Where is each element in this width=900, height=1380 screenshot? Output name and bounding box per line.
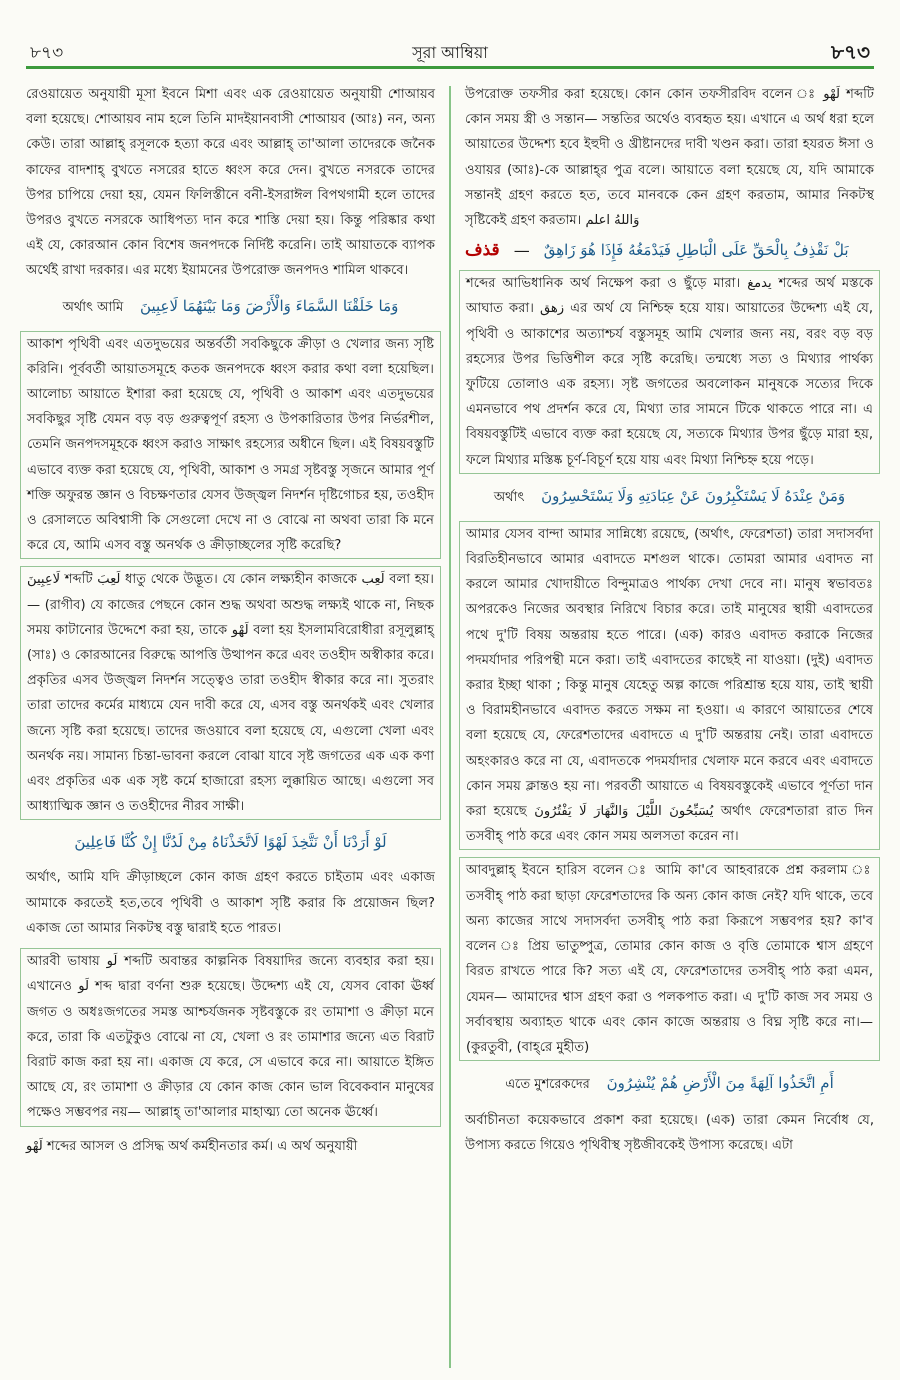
header-rule	[26, 66, 874, 69]
paragraph: আবদুল্লাহ্‌ ইবনে হারিস বলেন ঃ আমি কা'বে আহবারকে প্রশ্ন করলাম ঃ তসবীহ্‌ পাঠ করা ছাড়া ফেরেশতাদের কি অন্য কোন কাজ নেই? যদি থাকে, তবে অন্য কাজের সাথে সদাসর্বদা তসবীহ্‌ পাঠ করা কিরূপে সম্ভবপর হয়? কা'ব বলেন ঃ প্রিয় ভাতুষ্পুত্র, তোমার কোন কাজ ও বৃত্তি তোমাকে শ্বাস গ্রহণে বিরত রাখতে পারে কি? সত্য এই যে, ফেরেশতাদের তসবীহ্‌ পাঠ করা এমন, যেমন— আমাদের শ্বাস গ্রহণ করা ও পলকপাত করা। এ দু'টি কাজ সব সময় ও সর্বাবস্থায় অব্যাহত থাকে এবং কোন কাজে অন্তরায় ও বিঘ্ন সৃষ্টি করে না।—(কুরতুবী, (বাহ্‌রে মুহীত)	[459, 857, 880, 1061]
paragraph: রেওয়ায়েত অনুযায়ী মূসা ইবনে মিশা এবং এক রেওয়ায়েত অনুযায়ী শোআয়ব বলা হয়েছে। শোআয়ব নাম হলে তিনি মাদইয়ানবাসী শোআয়ব (আঃ) নন, অন্য কেউ। তারা আল্লাহ্‌ রসূলকে হত্যা করে এবং আল্লাহ্‌ তা'আলা তাদেরকে জনৈক কাফের বাদশাহ্‌ বুখতে নসরের হাতে ধ্বংস করে দেন। বুখতে নসরকে তাদের উপর চাপিয়ে দেয়া হয়, যেমন ফিলিস্তীনে বনী-ইসরাঈল বিপথগামী হলে তাদের উপরও বুখতে নসরকে আধিপত্য দান করে শাস্তি দেয়া হয়। কিন্তু পরিষ্কার কথা এই যে, কোরআন কোন বিশেষ জনপদকে নির্দিষ্ট করেনি। তাই আয়াতকে ব্যাপক অর্থেই রাখা দরকার। এর মধ্যে ইয়ামনের উপরোক্ত জনপদও শামিল থাকবে।	[26, 87, 435, 279]
verse-note: অর্থাৎ	[493, 489, 525, 505]
arabic-verse-text: وَمَا خَلَقْنَا السَّمَاءَ وَالْأَرْضَ وَمَا بَيْنَهُمَا لَاعِبِينَ	[140, 296, 399, 315]
paragraph: শব্দের আভিধানিক অর্থ নিক্ষেপ করা ও ছুঁড়ে মারা। يدمغ শব্দের অর্থ মস্তকে আঘাত করা। زهق এর অর্থ যে নিশ্চিহ্ন হয়ে যায়। আয়াতের উদ্দেশ্য এই যে, পৃথিবী ও আকাশের অত্যাশ্চর্য বস্তুসমূহ আমি খেলার জন্য নয়, বরং বড় বড় রহস্যের উপর ভিত্তিশীল করে সৃষ্টি করেছি। তন্মধ্যে সত্য ও মিথ্যার পার্থক্য ফুটিয়ে তোলাও এক রহস্য। সৃষ্ট জগতের অবলোকন মানুষকে সত্যের দিকে এমনভাবে পথ প্রদর্শন করে যে, মিথ্যা তার সামনে টিকে থাকতে পারে না। এ বিষয়বস্তুটিই এভাবে ব্যক্ত করা হয়েছে যে, সত্যকে মিথ্যার উপর ছুঁড়ে মারা হয়, ফলে মিথ্যার মস্তিষ্ক চূর্ণ-বিচূর্ণ হয়ে যায় এবং মিথ্যা নিশ্চিহ্ন হয়ে পড়ে।	[459, 270, 880, 474]
page-number-left: ৮৭৩	[30, 43, 64, 63]
page-header	[0, 0, 900, 78]
paragraph: আরবী ভাষায় لَو শব্দটি অবান্তর কাল্পনিক বিষয়াদির জন্যে ব্যবহার করা হয়। এখানেও لَو শব্দ দ্বারা বর্ণনা শুরু হয়েছে। উদ্দেশ্য এই যে, যেসব বোকা ঊর্ধ্ব জগত ও অধঃজগতের সমস্ত আশ্চর্যজনক সৃষ্টবস্তুকে রং তামাশা ও ক্রীড়া মনে করে, তারা কি এতটুকুও বোঝে না যে, খেলা ও রং তামাশার জন্যে এত বিরাট বিরাট কাজ করা হয় না। একাজ যে করে, সে এভাবে করে না। আয়াতে ইঙ্গিত আছে যে, রং তামাশা ও ক্রীড়ার যে কোন কাজ কোন ভাল বিবেকবান মানুষের পক্ষেও সম্ভবপর নয়— আল্লাহ্‌ তা'আলার মাহাত্ম্য তো অনেক ঊর্ধ্বে।	[20, 948, 441, 1126]
page-body	[20, 82, 880, 1372]
verse-note: এতে মুশরেকদের	[505, 1077, 590, 1093]
paragraph: আমার যেসব বান্দা আমার সান্নিধ্যে রয়েছে, (অর্থাৎ, ফেরেশতা) তারা সদাসর্বদা বিরতিহীনভাবে আমার এবাদতে মশগুল থাকে। তোমরা আমার এবাদত না করলে আমার খোদায়ীতে বিন্দুমাত্রও পার্থক্য দেখা দেবে না। মানুষ স্বভাবতঃ অপরকেও নিজের অবস্থার নিরিখে বিচার করে। তাই মানুষের স্থায়ী এবাদতের পথে দু'টি বিষয় অন্তরায় হতে পারে। (এক) কারও এবাদত করাকে নিজের পদমর্যাদার পরিপন্থী মনে করা। তাই এবাদতের কাছেই না যাওয়া। (দুই) এবাদত করার ইচ্ছা থাকা ; কিন্তু মানুষ যেহেতু অল্প কাজে পরিশ্রান্ত হয়ে যায়, তাই স্থায়ী ও বিরামহীনভাবে এবাদত করতে সক্ষম না হওয়া। এ কারণে আয়াতের শেষে বলা হয়েছে যে, ফেরেশতাদের এবাদতে এ দু'টি অন্তরায় নেই। তারা এবাদতে অহংকারও করে না যে, এবাদতকে পদমর্যাদার খেলাফ মনে করবে এবং এবাদতে কোন সময় ক্লান্তও হয় না। পরবর্তী আয়াতে এ বিষয়বস্তুকেই এভাবে পূর্ণতা দান করা হয়েছে يُسَبِّحُونَ اللَّيْلَ وَالنَّهَارَ لَا يَفْتُرُونَ অর্থাৎ ফেরেশতারা রাত দিন তসবীহ্‌ পাঠ করে এবং কোন সময় অলসতা করেন না।	[459, 521, 880, 851]
arabic-verse	[20, 827, 441, 857]
arabic-verse-text: وَمَنْ عِنْدَهُ لَا يَسْتَكْبِرُونَ عَنْ عِبَادَتِهِ وَلَا يَسْتَحْسِرُونَ	[541, 486, 846, 505]
paragraph: উপরোক্ত তফসীর করা হয়েছে। কোন কোন তফসীরবিদ বলেন ঃ لَهْو শব্দটি কোন সময় স্ত্রী ও সন্তান— সন্ততির অর্থেও ব্যবহৃত হয়। এখানে এ অর্থ ধরা হলে আয়াতের উদ্দেশ্য হবে ইহুদী ও খ্রীষ্টানদের দাবী খণ্ডন করা। তারা হযরত ঈসা ও ওযায়র (আঃ)-কে আল্লাহ্‌র পুত্র বলে। আয়াতে বলা হয়েছে যে, যদি আমাকে সন্তানই গ্রহণ করতে হত, তবে মানবকে কেন গ্রহণ করতাম, আমার নিকটস্থ সৃষ্টিকেই গ্রহণ করতাম। وَاللهُ اعلم	[465, 87, 875, 229]
heading-word: قذف	[465, 240, 500, 261]
paragraph: আকাশ পৃথিবী এবং এতদুভয়ের অন্তর্বর্তী সবকিছুকে ক্রীড়া ও খেলার জন্য সৃষ্টি করিনি। পূর্ববর্তী আয়াতসমূহে কতক জনপদকে ধ্বংস করার কথা বলা হয়েছিল। আলোচ্য আয়াতে ইশারা করা হয়েছে যে, পৃথিবী ও আকাশ এবং এতদুভয়ের সবকিছুর সৃষ্টি যেমন বড় বড় গুরুত্বপূর্ণ রহস্য ও উপকারিতার উপর নির্ভরশীল, তেমনি জনপদসমূহকে ধ্বংস করাও সাক্ষাৎ রহস্যের অধীনে ছিল। এই বিষয়বস্তুটি এভাবে ব্যক্ত করা হয়েছে যে, পৃথিবী, আকাশ ও সমগ্র সৃষ্টবস্তু সৃজনে আমার পূর্ণ শক্তি অফুরন্ত জ্ঞান ও বিচক্ষণতার যেসব উজ্জ্বল নিদর্শন দৃষ্টিগোচর হয়, তওহীদ ও রেসালতে অবিশ্বাসী কি সেগুলো দেখে না ও বোঝে না অথবা তারা কি মনে করে যে, আমি এসব বস্তু অনর্থক ও ক্রীড়াচ্ছলের সৃষ্টি করেছি?	[20, 331, 441, 560]
right-column	[459, 82, 880, 1372]
arabic-verse	[459, 481, 880, 513]
paragraph: لَهْو শব্দের আসল ও প্রসিদ্ধ অর্থ কর্মহীনতার কর্ম। এ অর্থ অনুযায়ী	[26, 1138, 358, 1154]
paragraph: অর্বাচীনতা কয়েকভাবে প্রকাশ করা হয়েছে। (এক) তারা কেমন নির্বোধ যে, উপাস্য করতে গিয়েও পৃথিবীস্থ সৃষ্টজীবকেই উপাস্য করেছে। এটা	[465, 1113, 874, 1154]
arabic-verse-text: لَوْ أَرَدْنَا أَنْ نَتَّخِذَ لَهْوًا لَاتَّخَذْنَاهُ مِنْ لَدُنَّا إِنْ كُنَّا فَاعِلِينَ	[74, 833, 387, 852]
paragraph: لَاعِبِينَ শব্দটি لَعِبَ ধাতু থেকে উদ্ভূত। যে কোন লক্ষ্যহীন কাজকে لَعِب বলা হয়।— (রাগীব) যে কাজের পেছনে কোন শুদ্ধ অথবা অশুদ্ধ লক্ষ্যই থাকে না, নিছক সময় কাটানোর উদ্দেশে করা হয়, তাকে لَهْو বলা হয় ইসলামবিরোধীরা রসূলুল্লাহ্‌ (সাঃ) ও কোরআনের বিরুদ্ধে আপত্তি উত্থাপন করে এবং তওহীদ অস্বীকার করে। প্রকৃতির এসব উজ্জ্বল নিদর্শন সত্ত্বেও তারা তওহীদ স্বীকার করে না। সুতরাং তারা তাদের কর্মের মাধ্যমে যেন দাবী করে যে, এসব বস্তু অনর্থকই এবং খেলার জন্যে সৃষ্টি করা হয়েছে। তাদের জওয়াবে বলা হয়েছে যে, এগুলো খেলা এবং অনর্থক নয়। সামান্য চিন্তা-ভাবনা করলে বোঝা যাবে সৃষ্ট জগতের এক এক কণা এবং প্রকৃতির এক এক সৃষ্ট কর্মে হাজারো রহস্য লুক্কায়িত আছে। এগুলো সব আধ্যাত্মিক জ্ঞান ও তওহীদের নীরব সাক্ষী।	[20, 566, 441, 820]
arabic-verse	[459, 1068, 880, 1100]
arabic-verse-text: أَمِ اتَّخَذُوا آلِهَةً مِنَ الْأَرْضِ هُمْ يُنْشِرُونَ	[606, 1074, 834, 1093]
heading-dash: —	[513, 240, 530, 260]
page-number-right: ৮৭৩	[831, 40, 870, 64]
word-heading	[459, 240, 880, 260]
paragraph: অর্থাৎ, আমি যদি ক্রীড়াচ্ছলে কোন কাজ গ্রহণ করতে চাইতাম এবং একাজ আমাকে করতেই হত,তবে পৃথিবী ও আকাশ সৃষ্টি করার কি প্রয়োজন ছিল? একাজ তো আমার নিকটস্থ বস্তু দ্বারাই হতে পারত।	[26, 870, 435, 936]
arabic-verse-text: بَلْ نَقْذِفُ بِالْحَقِّ عَلَى الْبَاطِلِ فَيَدْمَغُهُ فَإِذَا هُوَ زَاهِقٌ	[543, 241, 849, 260]
verse-note: অর্থাৎ আমি	[62, 299, 124, 315]
surah-title: সূরা আম্বিয়া	[412, 43, 488, 62]
left-column	[20, 82, 441, 1372]
arabic-verse	[20, 291, 441, 323]
